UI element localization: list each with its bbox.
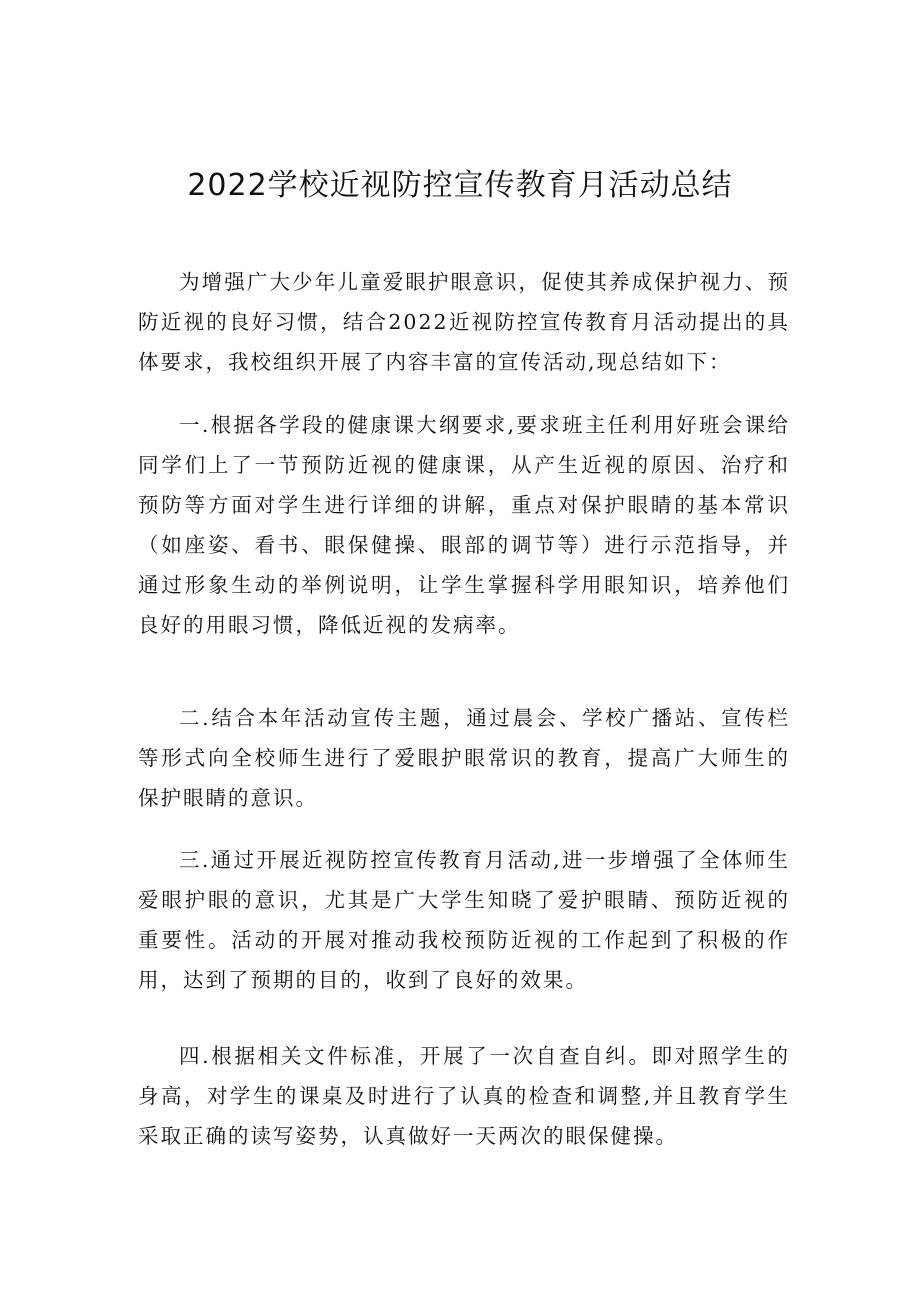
document-title: 2022学校近视防控宣传教育月活动总结	[187, 168, 733, 203]
paragraph-section-one: 一.根据各学段的健康课大纲要求,要求班主任利用好班会课给同学们上了一节预防近视的健康课，从产生近视的原因、治疗和预防等方面对学生进行详细的讲解，重点对保护眼睛的基本常识（如座姿、看书、眼保健操、眼部的调节等）进行示范指导，并通过形象生动的举例说明，让学生掌握科学用眼知识，培养他们良好的用眼习惯，降低近视的发病率。	[138, 413, 790, 637]
paragraph-intro: 为增强广大少年儿童爱眼护眼意识，促使其养成保护视力、预防近视的良好习惯，结合2022近视防控宣传教育月活动提出的具体要求，我校组织开展了内容丰富的宣传活动,现总结如下：	[138, 270, 790, 374]
paragraph-section-three: 三.通过开展近视防控宣传教育月活动,进一步增强了全体师生爱眼护眼的意识，尤其是广大学生知晓了爱护眼睛、预防近视的重要性。活动的开展对推动我校预防近视的工作起到了积极的作用，达到了预期的目的，收到了良好的效果。	[138, 848, 790, 992]
paragraph-section-four: 四.根据相关文件标准，开展了一次自查自纠。即对照学生的身高，对学生的课桌及时进行了认真的检查和调整,并且教育学生采取正确的读写姿势，认真做好一天两次的眼保健操。	[138, 1044, 790, 1148]
paragraph-section-two: 二.结合本年活动宣传主题，通过晨会、学校广播站、宣传栏等形式向全校师生进行了爱眼护眼常识的教育，提高广大师生的保护眼睛的意识。	[138, 706, 790, 810]
